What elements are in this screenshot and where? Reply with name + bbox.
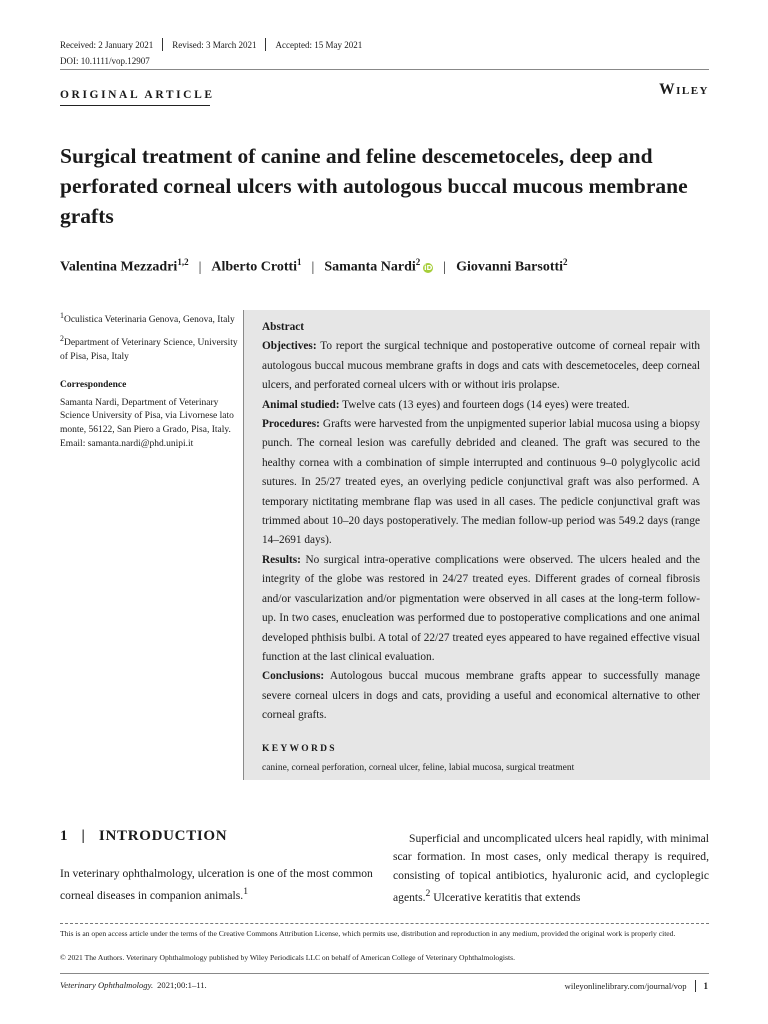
divider	[265, 38, 266, 51]
journal-ref: 2021;00:1–11.	[157, 980, 207, 990]
divider	[695, 980, 696, 992]
footer-rule	[60, 973, 709, 974]
author-separator: |	[311, 259, 315, 275]
abstract-heading: Abstract	[262, 321, 305, 333]
affiliation: $^1$Oculistica Veterinaria Genova, Genova, Italy	[60, 311, 235, 326]
license-note: This is an open access article under the terms of the Creative Commons Attribution License, which permits use, distribution and reproduction in any medium, provided the original work is properly cited.	[60, 929, 676, 938]
article-type-underline	[60, 105, 210, 106]
abstract-conclusions: Conclusions: Autologous buccal mucous membrane grafts appear to successfully manage severe corneal ulcers in dogs and cats, providing a useful and economical alternative to other corneal grafts.	[262, 670, 700, 722]
author[interactable]: Samanta Nardi$^2$iD	[324, 257, 433, 275]
header-rule	[60, 69, 709, 70]
copyright-note: © 2021 The Authors. Veterinary Ophthalmology published by Wiley Periodicals LLC on behalf of American College of Veterinary Ophthalmologists.	[60, 953, 515, 962]
doi[interactable]: DOI: 10.1111/vop.12907	[60, 56, 150, 66]
revised-date: Revised: 3 March 2021	[172, 39, 257, 50]
accepted-date: Accepted: 15 May 2021	[275, 39, 363, 50]
section-heading-introduction: 1 | INTRODUCTION	[60, 828, 228, 844]
author-separator: |	[443, 259, 447, 275]
affiliations-panel	[60, 309, 238, 452]
author[interactable]: Valentina Mezzadri$^{1,2}$	[60, 257, 189, 275]
footnote-divider	[60, 923, 709, 924]
abstract-objectives: Objectives: To report the surgical technique and postoperative outcome of corneal repair with autologous buccal mucous membrane grafts in dogs and cats with descemetoceles, deep corneal ulcers, and perforated corneal ulcers with or without iris prolapse.	[262, 340, 700, 392]
divider	[162, 38, 163, 51]
journal-citation	[60, 980, 207, 990]
keywords-heading: KEYWORDS	[262, 744, 337, 754]
abstract-procedures: Procedures: Grafts were harvested from the unpigmented superior labial mucosa using a biopsy punch. The corneal lesion was carefully debrided and cleaned. The graft was secured to the healthy cornea with a combination of simple interrupted and continuous 9–0 polyglycolic acid sutures. In 25/27 treated eyes, an overlying pedicle conjunctival graft was also performed. A temporary nictitating membrane flap was used in all cases. The pedicle conjunctival graft was trimmed about 10–20 days postoperatively. The median follow-up period was 549.2 days (range 14–2691 days).	[262, 418, 700, 547]
correspondence-email[interactable]: Email: samanta.nardi@phd.unipi.it	[60, 438, 194, 449]
received-date: Received: 2 January 2021	[60, 39, 154, 50]
abstract-results: Results: No surgical intra-operative complications were observed. The ulcers healed and the integrity of the globe was restored in 24/27 treated eyes. Different grades of corneal fibrosis and/or vascularization and/or pigmentation were observed in all cases at the long-term follow-up. In two cases, enucleation was performed due to postoperative complications and one animal developed phthisis bulbi. A total of 22/27 treated eyes appeared to have regained effective visual function at the last clinical evaluation.	[262, 553, 701, 663]
article-title: Surgical treatment of canine and feline descemetoceles, deep and perforated corneal ulcers with autologous buccal mucous membrane grafts	[60, 144, 688, 228]
journal-name: Veterinary Ophthalmology.	[60, 980, 154, 990]
correspondence-address: Samanta Nardi, Department of Veterinary Science University of Pisa, via Livornese lato monte, 56122, San Piero a Grado, Pisa, Italy. Email: samanta.nardi@phd.unipi.it	[60, 397, 234, 449]
affiliation: $^2$Department of Veterinary Science, University of Pisa, Pisa, Italy	[60, 333, 238, 362]
author[interactable]: Giovanni Barsotti$^2$	[456, 257, 568, 275]
journal-url[interactable]: wileyonlinelibrary.com/journal/vop	[564, 981, 687, 991]
citation[interactable]: 2	[425, 888, 431, 900]
author-separator: |	[198, 259, 202, 275]
intro-right-text: Superficial and uncomplicated ulcers heal rapidly, with minimal scar formation. In most cases, only medical therapy is required, consisting of topical antibiotics, hyaluronic acid, and cycloplegic agents.$^2$ Ulcerative keratitis that extends	[393, 832, 709, 905]
abstract-animals: Animal studied: Twelve cats (13 eyes) and fourteen dogs (14 eyes) were treated.	[262, 398, 630, 411]
article-type: ORIGINAL ARTICLE	[60, 89, 215, 101]
keywords-list: canine, corneal perforation, corneal ulcer, feline, labial mucosa, surgical treatment	[262, 763, 575, 773]
publisher-logo: Wiley	[659, 81, 709, 98]
abstract	[262, 318, 700, 726]
article-dates	[60, 38, 362, 51]
correspondence-heading: Correspondence	[60, 379, 127, 390]
page-number: 1	[703, 981, 708, 991]
author[interactable]: Alberto Crotti$^1$	[211, 257, 302, 275]
author-list	[60, 257, 568, 276]
orcid-icon[interactable]: iD	[424, 263, 433, 272]
journal-url-block	[565, 980, 708, 992]
citation[interactable]: 1	[243, 885, 249, 897]
intro-left-text: In veterinary ophthalmology, ulceration is one of the most common corneal diseases in companion animals.$^1$	[60, 867, 373, 902]
